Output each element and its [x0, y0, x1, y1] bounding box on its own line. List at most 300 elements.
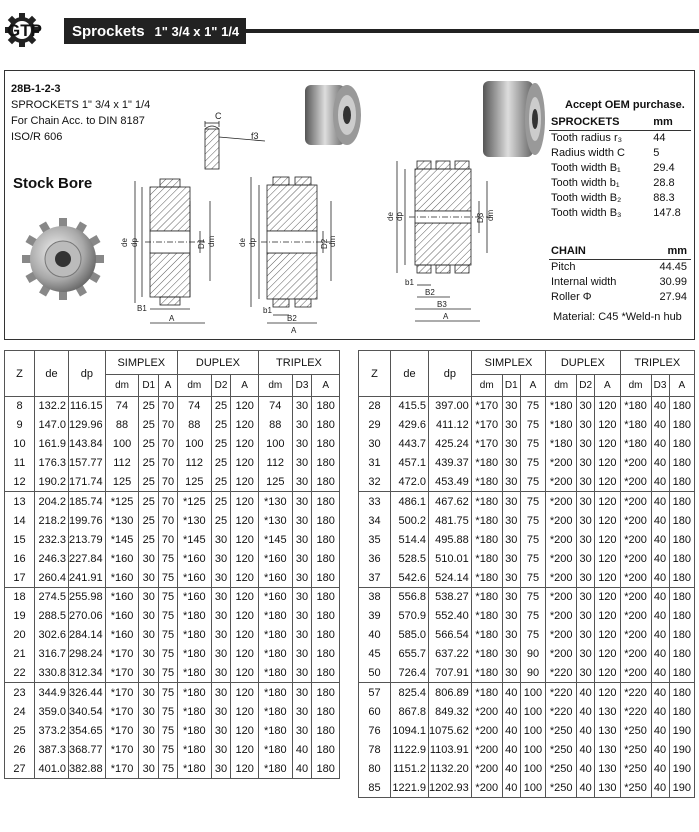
- table-cell: *170: [105, 645, 139, 664]
- table-cell: *180: [471, 568, 502, 587]
- table-cell: 30: [211, 645, 231, 664]
- label-b3: B3: [437, 300, 447, 309]
- table-cell: 1132.20: [429, 759, 472, 778]
- table-cell: *180: [471, 645, 502, 664]
- table-cell: 354.65: [69, 721, 106, 740]
- table-row: [359, 397, 695, 416]
- table-cell: 40: [651, 778, 669, 797]
- table-row: [5, 568, 340, 587]
- table-cell: *180: [471, 511, 502, 530]
- table-cell: *180: [258, 702, 292, 721]
- table-cell: 30: [211, 530, 231, 549]
- table-cell: 180: [312, 664, 340, 683]
- group-duplex: DUPLEX: [177, 351, 258, 375]
- table-cell: 30: [139, 568, 159, 587]
- table-cell: *170: [471, 416, 502, 435]
- table-row: [5, 740, 340, 759]
- table-cell: 40: [651, 721, 669, 740]
- table-cell: 45: [359, 645, 391, 664]
- table-cell: 495.88: [429, 530, 472, 549]
- table-cell: *180: [471, 587, 502, 606]
- col-dm: dm: [177, 375, 211, 397]
- table-cell: 30: [577, 530, 595, 549]
- table-cell: 26: [5, 740, 35, 759]
- table-cell: 30: [139, 740, 159, 759]
- label-a-3: A: [443, 312, 449, 321]
- label-dp-3: dp: [395, 212, 404, 221]
- group-triplex: TRIPLEX: [258, 351, 339, 375]
- col-dm: dm: [546, 375, 577, 397]
- group-triplex: TRIPLEX: [620, 351, 694, 375]
- spec-value: 44: [653, 131, 666, 144]
- table-cell: *220: [546, 702, 577, 721]
- table-cell: 556.8: [391, 587, 429, 606]
- table-cell: 190: [669, 778, 694, 797]
- col-d2: D2: [211, 375, 231, 397]
- table-row: [359, 759, 695, 778]
- group-duplex: DUPLEX: [546, 351, 620, 375]
- table-cell: 120: [231, 626, 259, 645]
- table-cell: 75: [159, 549, 178, 568]
- tooth-profile-drawing: [205, 111, 265, 169]
- table-cell: 75: [520, 568, 545, 587]
- table-cell: 25: [211, 397, 231, 416]
- table-cell: 40: [651, 645, 669, 664]
- table-cell: 40: [651, 473, 669, 492]
- table-cell: 100: [177, 435, 211, 454]
- table-cell: 125: [258, 473, 292, 492]
- table-cell: 120: [231, 549, 259, 568]
- table-cell: *200: [620, 473, 651, 492]
- table-cell: 25: [211, 454, 231, 473]
- table-cell: *170: [105, 664, 139, 683]
- table-cell: 29: [359, 416, 391, 435]
- table-cell: 30: [292, 454, 312, 473]
- table-row: [5, 759, 340, 778]
- table-cell: 100: [520, 683, 545, 702]
- table-cell: 30: [502, 416, 520, 435]
- table-cell: 180: [312, 568, 340, 587]
- table-cell: 28: [359, 397, 391, 416]
- group-simplex: SIMPLEX: [471, 351, 545, 375]
- table-cell: 30: [292, 473, 312, 492]
- table-cell: 120: [595, 473, 620, 492]
- spec-value: 29.4: [653, 161, 675, 174]
- col-d1: D1: [139, 375, 159, 397]
- table-cell: 100: [520, 778, 545, 797]
- table-cell: 9: [5, 416, 35, 435]
- page-subtitle: 1" 3/4 x 1" 1/4: [154, 23, 240, 39]
- table-cell: 25: [211, 435, 231, 454]
- label-d1: D1: [197, 238, 206, 249]
- table-cell: 30: [292, 511, 312, 530]
- label-dm-3: dm: [486, 209, 495, 221]
- table-row: [359, 664, 695, 683]
- table-cell: 85: [359, 778, 391, 797]
- table-cell: 25: [211, 511, 231, 530]
- table-cell: *250: [620, 721, 651, 740]
- table-cell: 25: [139, 473, 159, 492]
- table-cell: 40: [577, 759, 595, 778]
- table-cell: 30: [502, 549, 520, 568]
- chain-spec-title: CHAIN: [549, 244, 638, 259]
- table-cell: *180: [471, 607, 502, 626]
- table-cell: 75: [520, 492, 545, 511]
- table-cell: *200: [620, 664, 651, 683]
- table-cell: 30: [577, 492, 595, 511]
- table-cell: 241.91: [69, 568, 106, 587]
- table-cell: *200: [546, 645, 577, 664]
- table-cell: 180: [312, 473, 340, 492]
- table-cell: *170: [471, 435, 502, 454]
- table-cell: 120: [595, 397, 620, 416]
- table-row: [359, 626, 695, 645]
- table-cell: 528.5: [391, 549, 429, 568]
- table-row: [5, 454, 340, 473]
- table-row: [359, 683, 695, 702]
- table-cell: 120: [595, 683, 620, 702]
- table-cell: *145: [105, 530, 139, 549]
- table-cell: *170: [105, 721, 139, 740]
- table-cell: *160: [105, 549, 139, 568]
- table-cell: 70: [159, 511, 178, 530]
- label-f3: f3: [251, 131, 259, 141]
- label-d2: D2: [320, 238, 329, 249]
- table-cell: *200: [471, 740, 502, 759]
- table-cell: 1094.1: [391, 721, 429, 740]
- table-row: [5, 645, 340, 664]
- table-row: [5, 530, 340, 549]
- table-cell: *180: [177, 607, 211, 626]
- table-cell: 30: [502, 473, 520, 492]
- table-cell: *170: [105, 740, 139, 759]
- table-cell: 14: [5, 511, 35, 530]
- table-cell: 472.0: [391, 473, 429, 492]
- table-cell: *160: [105, 626, 139, 645]
- table-cell: 37: [359, 568, 391, 587]
- table-cell: 30: [577, 511, 595, 530]
- table-cell: *160: [105, 607, 139, 626]
- table-cell: *160: [258, 549, 292, 568]
- table-cell: *200: [471, 778, 502, 797]
- table-cell: 316.7: [35, 645, 69, 664]
- table-cell: 120: [595, 626, 620, 645]
- gtp-logo: [4, 10, 62, 50]
- sprocket-spec-table: [549, 115, 691, 220]
- table-cell: 373.2: [35, 721, 69, 740]
- spec-value: 30.99: [659, 275, 687, 288]
- table-cell: 120: [231, 702, 259, 721]
- table-cell: 75: [159, 683, 178, 702]
- table-cell: 30: [502, 397, 520, 416]
- sprocket-spec-title: SPROCKETS: [549, 115, 643, 130]
- table-cell: 120: [231, 530, 259, 549]
- logo-text: GTP: [7, 21, 42, 40]
- table-cell: 75: [520, 397, 545, 416]
- table-cell: 538.27: [429, 587, 472, 606]
- table-cell: *130: [258, 511, 292, 530]
- label-dm: dm: [207, 235, 216, 247]
- table-cell: 298.24: [69, 645, 106, 664]
- table-cell: *180: [546, 416, 577, 435]
- table-cell: 542.6: [391, 568, 429, 587]
- table-cell: 25: [139, 397, 159, 416]
- table-cell: 190: [669, 721, 694, 740]
- table-cell: 38: [359, 587, 391, 606]
- sprocket-spec-row: [549, 175, 691, 190]
- table-cell: 75: [520, 607, 545, 626]
- product-line-2: For Chain Acc. to DIN 8187: [11, 115, 145, 127]
- table-cell: *200: [620, 530, 651, 549]
- col-d3: D3: [651, 375, 669, 397]
- table-cell: 30: [502, 645, 520, 664]
- col-a: A: [520, 375, 545, 397]
- table-cell: 30: [359, 435, 391, 454]
- table-cell: 30: [577, 416, 595, 435]
- table-cell: *250: [546, 740, 577, 759]
- table-cell: 344.9: [35, 683, 69, 702]
- table-cell: *180: [258, 740, 292, 759]
- table-cell: 30: [139, 626, 159, 645]
- table-cell: 120: [231, 664, 259, 683]
- spec-label: Tooth radius r₃: [551, 131, 623, 144]
- table-cell: 75: [159, 587, 178, 606]
- table-cell: *170: [105, 702, 139, 721]
- table-cell: 11: [5, 454, 35, 473]
- table-cell: *220: [620, 702, 651, 721]
- label-dp-2: dp: [248, 238, 257, 247]
- table-row: [5, 397, 340, 416]
- table-cell: 75: [159, 626, 178, 645]
- table-cell: 125: [105, 473, 139, 492]
- table-cell: 1151.2: [391, 759, 429, 778]
- table-row: [5, 511, 340, 530]
- table-cell: 40: [359, 626, 391, 645]
- table-cell: 524.14: [429, 568, 472, 587]
- col-a: A: [312, 375, 340, 397]
- table-cell: 707.91: [429, 664, 472, 683]
- table-row: [359, 645, 695, 664]
- chain-spec-row: [549, 259, 691, 274]
- table-cell: 30: [292, 626, 312, 645]
- table-cell: *180: [177, 645, 211, 664]
- table-cell: 30: [211, 549, 231, 568]
- table-cell: *220: [620, 683, 651, 702]
- table-cell: 552.40: [429, 607, 472, 626]
- table-cell: 90: [520, 645, 545, 664]
- col-z: Z: [5, 351, 35, 397]
- table-cell: 75: [520, 626, 545, 645]
- table-cell: 180: [669, 683, 694, 702]
- table-cell: 16: [5, 549, 35, 568]
- table-cell: *200: [546, 454, 577, 473]
- table-cell: 30: [502, 492, 520, 511]
- col-z: Z: [359, 351, 391, 397]
- table-row: [5, 492, 340, 511]
- table-cell: 129.96: [69, 416, 106, 435]
- table-cell: 185.74: [69, 492, 106, 511]
- table-row: [5, 473, 340, 492]
- table-cell: 302.6: [35, 626, 69, 645]
- table-cell: 180: [669, 549, 694, 568]
- table-cell: 425.24: [429, 435, 472, 454]
- table-cell: 30: [502, 568, 520, 587]
- col-a: A: [159, 375, 178, 397]
- table-cell: 411.12: [429, 416, 472, 435]
- table-cell: 27: [5, 759, 35, 778]
- table-cell: 30: [211, 568, 231, 587]
- table-cell: 246.3: [35, 549, 69, 568]
- table-row: [359, 492, 695, 511]
- table-row: [359, 587, 695, 606]
- table-cell: 130: [595, 721, 620, 740]
- label-a-2: A: [291, 326, 297, 335]
- table-cell: 849.32: [429, 702, 472, 721]
- table-cell: 75: [520, 530, 545, 549]
- table-cell: 57: [359, 683, 391, 702]
- table-cell: 30: [292, 435, 312, 454]
- table-cell: 25: [139, 530, 159, 549]
- table-cell: 330.8: [35, 664, 69, 683]
- table-cell: 100: [520, 759, 545, 778]
- table-row: [359, 454, 695, 473]
- table-cell: *160: [177, 549, 211, 568]
- row-group: [359, 397, 695, 492]
- table-cell: 806.89: [429, 683, 472, 702]
- table-cell: 120: [595, 587, 620, 606]
- table-cell: 180: [312, 511, 340, 530]
- table-cell: 180: [312, 607, 340, 626]
- table-cell: 40: [651, 416, 669, 435]
- table-row: [5, 721, 340, 740]
- table-cell: 176.3: [35, 454, 69, 473]
- table-cell: 120: [595, 435, 620, 454]
- table-cell: 120: [231, 645, 259, 664]
- product-info-box: [4, 70, 695, 340]
- table-cell: 75: [159, 740, 178, 759]
- table-cell: 120: [595, 416, 620, 435]
- table-cell: 40: [651, 683, 669, 702]
- table-cell: 40: [651, 435, 669, 454]
- table-cell: 40: [651, 702, 669, 721]
- table-cell: 30: [211, 664, 231, 683]
- table-cell: 78: [359, 740, 391, 759]
- table-cell: 120: [231, 721, 259, 740]
- table-cell: 180: [669, 645, 694, 664]
- col-a: A: [595, 375, 620, 397]
- sprocket-table-right: [358, 350, 695, 798]
- table-cell: 112: [177, 454, 211, 473]
- table-cell: 190: [669, 759, 694, 778]
- col-dm: dm: [620, 375, 651, 397]
- table-cell: 147.0: [35, 416, 69, 435]
- table-cell: *170: [471, 397, 502, 416]
- header-rule: [246, 29, 699, 33]
- chain-spec-row: [549, 274, 691, 289]
- label-de-2: de: [238, 238, 247, 247]
- table-cell: *200: [620, 568, 651, 587]
- spec-label: Internal width: [551, 275, 617, 288]
- table-cell: 31: [359, 454, 391, 473]
- duplex-section-drawing: [238, 177, 337, 335]
- sprocket-photo-icon: [22, 218, 104, 300]
- table-cell: 30: [292, 721, 312, 740]
- table-cell: 227.84: [69, 549, 106, 568]
- table-cell: 88: [258, 416, 292, 435]
- table-cell: *180: [258, 626, 292, 645]
- table-cell: 30: [502, 435, 520, 454]
- table-cell: 180: [669, 511, 694, 530]
- row-group: [5, 683, 340, 778]
- table-cell: 70: [159, 435, 178, 454]
- table-cell: 120: [231, 683, 259, 702]
- table-cell: *180: [177, 759, 211, 778]
- table-cell: 120: [595, 664, 620, 683]
- col-de: de: [391, 351, 429, 397]
- table-cell: 30: [502, 587, 520, 606]
- table-cell: 1103.91: [429, 740, 472, 759]
- table-cell: 439.37: [429, 454, 472, 473]
- table-cell: 120: [231, 759, 259, 778]
- table-cell: 30: [292, 664, 312, 683]
- sprocket-spec-row: [549, 145, 691, 160]
- table-cell: 40: [651, 740, 669, 759]
- table-cell: 260.4: [35, 568, 69, 587]
- table-cell: 40: [577, 778, 595, 797]
- spec-value: 28.8: [653, 176, 675, 189]
- spec-label: Roller Φ: [551, 290, 592, 303]
- table-cell: 112: [105, 454, 139, 473]
- table-cell: 40: [651, 454, 669, 473]
- table-cell: 312.34: [69, 664, 106, 683]
- table-cell: 180: [669, 435, 694, 454]
- table-cell: 100: [105, 435, 139, 454]
- table-cell: 180: [312, 740, 340, 759]
- table-cell: 30: [292, 416, 312, 435]
- label-a: A: [169, 314, 175, 323]
- table-cell: 30: [292, 587, 312, 606]
- table-cell: *180: [471, 664, 502, 683]
- table-cell: 180: [669, 587, 694, 606]
- table-cell: 30: [211, 607, 231, 626]
- table-cell: 30: [139, 759, 159, 778]
- table-cell: *200: [620, 626, 651, 645]
- table-cell: 75: [159, 607, 178, 626]
- table-cell: 30: [577, 435, 595, 454]
- table-cell: 70: [159, 492, 178, 511]
- table-cell: 40: [651, 664, 669, 683]
- table-cell: 75: [520, 511, 545, 530]
- table-cell: 180: [312, 721, 340, 740]
- table-cell: 566.54: [429, 626, 472, 645]
- table-cell: 40: [502, 702, 520, 721]
- table-cell: 190.2: [35, 473, 69, 492]
- table-cell: 75: [520, 454, 545, 473]
- table-cell: 40: [651, 549, 669, 568]
- table-cell: 100: [520, 740, 545, 759]
- table-cell: 88: [105, 416, 139, 435]
- table-cell: 75: [159, 568, 178, 587]
- table-cell: *220: [546, 664, 577, 683]
- table-cell: 132.2: [35, 397, 69, 416]
- table-cell: *130: [177, 511, 211, 530]
- table-cell: *200: [620, 587, 651, 606]
- table-cell: *180: [258, 664, 292, 683]
- table-cell: 30: [139, 549, 159, 568]
- table-cell: *170: [105, 683, 139, 702]
- table-cell: 60: [359, 702, 391, 721]
- table-cell: 90: [520, 664, 545, 683]
